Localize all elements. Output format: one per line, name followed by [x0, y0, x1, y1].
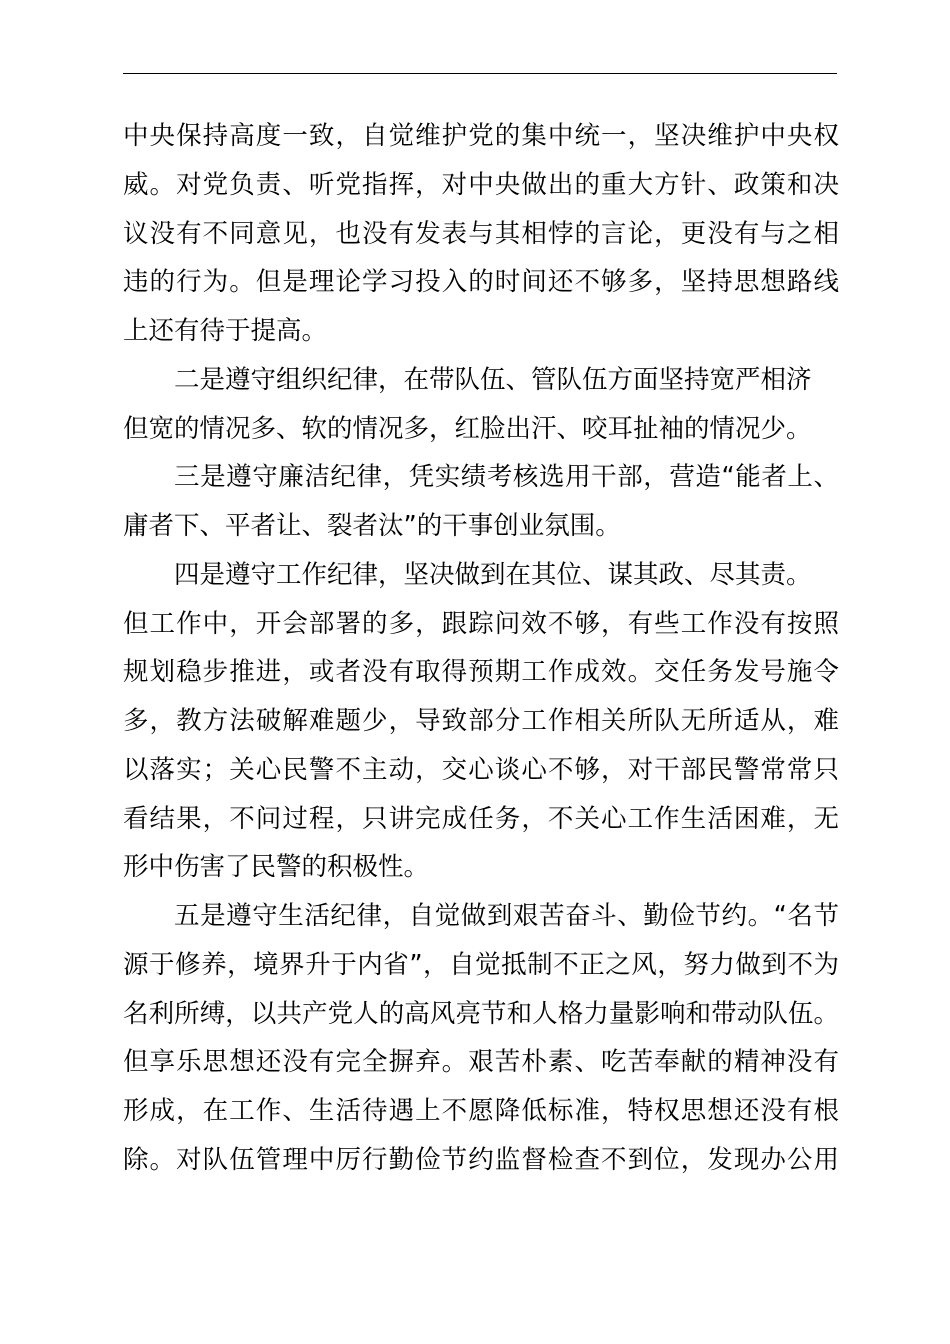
text-line: 但工作中，开会部署的多，跟踪问效不够，有些工作没有按照 [123, 608, 839, 639]
text-line: 形中伤害了民警的积极性。 [123, 852, 430, 883]
text-line: 源于修养，境界升于内省”，自觉抵制不正之风，努力做到不为 [123, 949, 839, 980]
document-body [123, 112, 839, 1185]
text-line: 但享乐思想还没有完全摒弃。艰苦朴素、吃苦奉献的精神没有 [123, 1047, 839, 1078]
text-line: 议没有不同意见，也没有发表与其相悖的言论，更没有与之相 [123, 218, 839, 249]
paragraph-first-line: 四是遵守工作纪律，坚决做到在其位、谋其政、尽其责。 [174, 559, 812, 590]
text-line: 威。对党负责、听党指挥，对中央做出的重大方针、政策和决 [123, 169, 839, 200]
text-line: 多，教方法破解难题少，导致部分工作相关所队无所适从，难 [123, 706, 839, 736]
text-line: 以落实；关心民警不主动，交心谈心不够，对干部民警常常只 [123, 754, 839, 785]
text-line: 违的行为。但是理论学习投入的时间还不够多，坚持思想路线 [123, 267, 839, 298]
text-line: 名利所缚，以共产党人的高风亮节和人格力量影响和带动队伍。 [123, 998, 839, 1029]
paragraph-first-line: 二是遵守组织纪律，在带队伍、管队伍方面坚持宽严相济 [174, 364, 812, 395]
text-line: 看结果，不问过程，只讲完成任务，不关心工作生活困难，无 [123, 803, 839, 834]
text-line: 庸者下、平者让、裂者汰”的干事创业氛围。 [123, 511, 621, 541]
text-line: 规划稳步推进，或者没有取得预期工作成效。交任务发号施令 [123, 657, 839, 688]
text-line: 除。对队伍管理中厉行勤俭节约监督检查不到位，发现办公用 [123, 1144, 839, 1175]
paragraph-first-line: 五是遵守生活纪律，自觉做到艰苦奋斗、勤俭节约。“名节 [174, 901, 839, 931]
text-line: 中央保持高度一致，自觉维护党的集中统一，坚决维护中央权 [123, 121, 839, 151]
header-rule [123, 73, 837, 74]
text-line: 但宽的情况多、软的情况多，红脸出汗、咬耳扯袖的情况少。 [123, 413, 812, 444]
text-line: 上还有待于提高。 [123, 316, 328, 346]
text-line: 形成，在工作、生活待遇上不愿降低标准，特权思想还没有根 [123, 1096, 839, 1126]
paragraph-first-line: 三是遵守廉洁纪律，凭实绩考核选用干部，营造“能者上、 [174, 462, 839, 493]
